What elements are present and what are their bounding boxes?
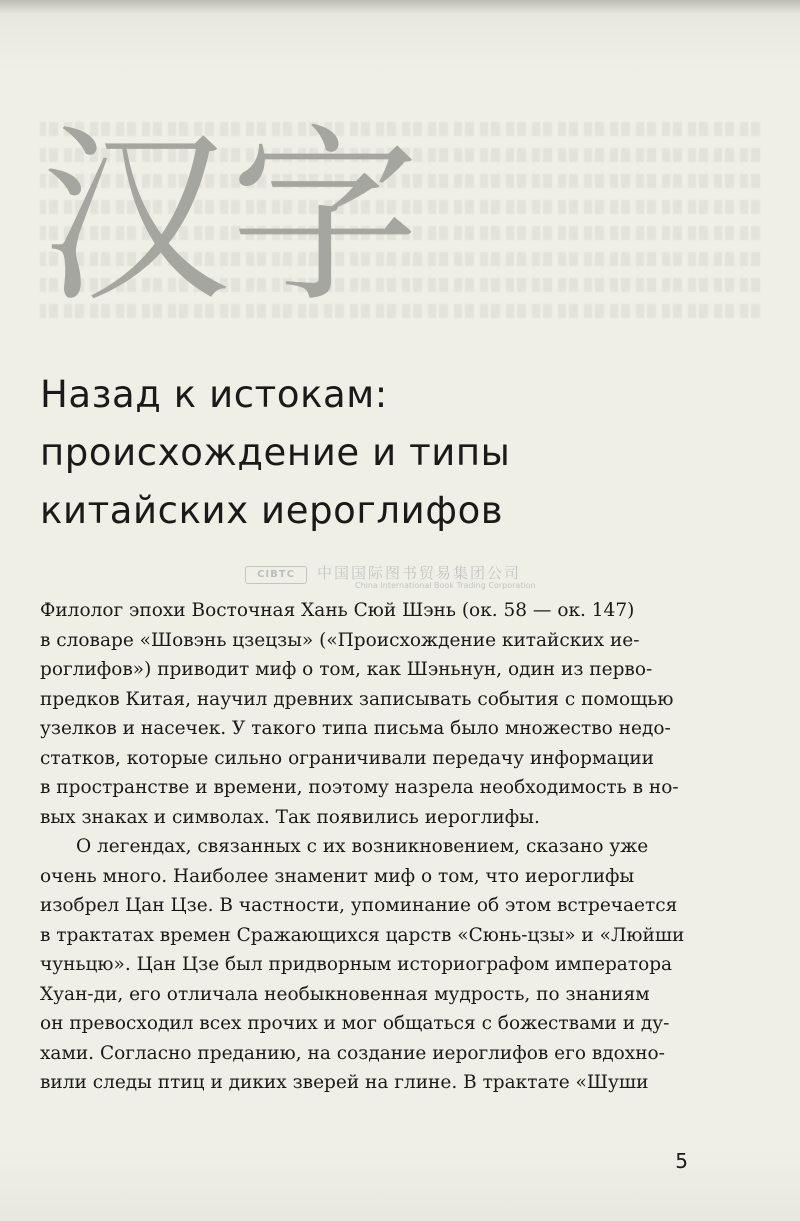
paragraph-line: хами. Согласно преданию, на создание иероглифов его вдохно- bbox=[40, 1042, 665, 1064]
publisher-watermark bbox=[245, 562, 575, 596]
paragraph-line: он превосходил всех прочих и мог общаться с божествами и ду- bbox=[40, 1013, 670, 1034]
paragraph-line: предков Китая, научил древних записывать события с помощью bbox=[40, 688, 674, 710]
chapter-title bbox=[40, 366, 760, 540]
paragraph-line: роглифов») приводит миф о том, как Шэньнун, один из перво- bbox=[40, 659, 653, 680]
paragraph-line: изобрел Цан Цзе. В частности, упоминание об этом встречается bbox=[40, 895, 678, 916]
paragraph-line: в пространстве и времени, поэтому назрела необходимость в но- bbox=[40, 777, 679, 798]
paragraph-line: Хуан-ди, его отличала необыкновенная мудрость, по знаниям bbox=[40, 983, 650, 1005]
body-text bbox=[40, 596, 770, 1098]
paragraph-line: О легендах, связанных с их возникновением, сказано уже bbox=[76, 836, 649, 857]
paragraph-line: вых знаках и символах. Так появились иероглифы. bbox=[40, 806, 540, 828]
watermark-english-text: China International Book Trading Corporation bbox=[355, 581, 536, 590]
paragraph-line: вили следы птиц и диких зверей на глине. В трактате «Шуши bbox=[40, 1072, 649, 1093]
paragraph-line: чуньцю». Цан Цзе был придворным историографом императора bbox=[40, 954, 673, 975]
paragraph-line: статков, которые сильно ограничивали передачу информации bbox=[40, 747, 654, 769]
watermark-logo: CIBTC bbox=[245, 566, 307, 584]
decorative-hanzi-heading: 汉字 bbox=[40, 107, 421, 328]
chapter-title-line: китайских иероглифов bbox=[40, 489, 504, 532]
chapter-title-line: происхождение и типы bbox=[40, 431, 511, 474]
page-number: 5 bbox=[675, 1149, 688, 1173]
paragraph-line: узелков и насечек. У такого типа письма было множество недо- bbox=[40, 718, 671, 739]
paragraph-line: в трактатах времен Сражающихся царств «Сюнь-цзы» и «Люйши bbox=[40, 924, 685, 946]
page-edge-shadow bbox=[0, 0, 800, 14]
watermark-chinese-text: 中国国际图书贸易集团公司 bbox=[317, 564, 522, 582]
paragraph-line: очень много. Наиболее знаменит миф о том, что иероглифы bbox=[40, 865, 635, 887]
paragraph-line: в словаре «Шовэнь цзецзы» («Происхождение китайских ие- bbox=[40, 629, 640, 651]
paragraph-line: Филолог эпохи Восточная Хань Сюй Шэнь (ок. 58 — ок. 147) bbox=[40, 600, 635, 621]
chapter-title-line: Назад к истокам: bbox=[40, 373, 388, 416]
